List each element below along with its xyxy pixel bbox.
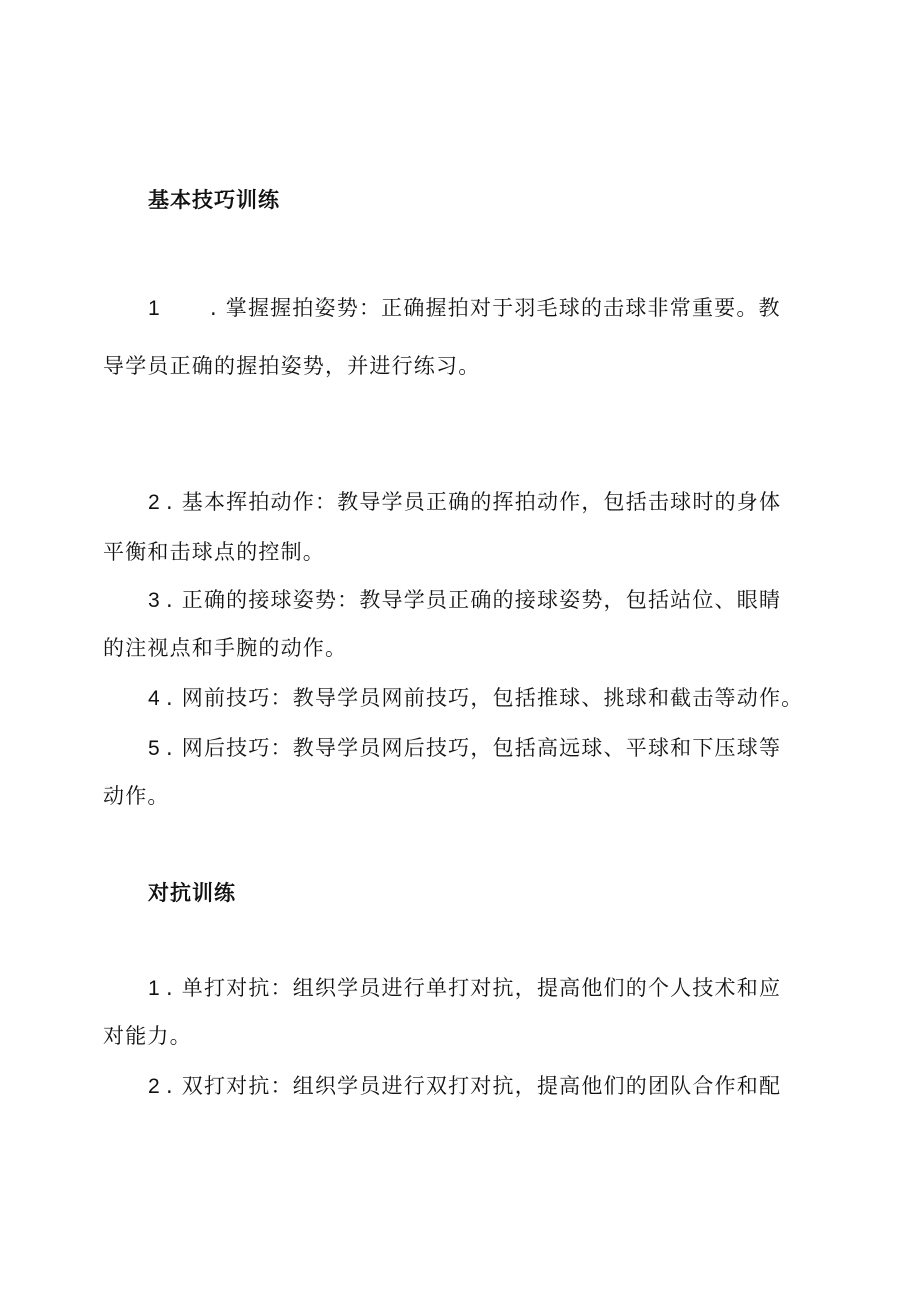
section-heading-competition: 对抗训练 [148,881,236,905]
list-item-text: . 正确的接球姿势：教导学员正确的接球姿势，包括站位、眼睛 [166,588,782,612]
list-item-5-line-1 [148,732,781,762]
list-item-number: 5 [148,737,161,760]
list-item-text: . 单打对抗：组织学员进行单打对抗，提高他们的个人技术和应 [166,976,782,1000]
list-item-number: 1 [148,297,161,320]
list-item-text: . 掌握握拍姿势：正确握拍对于羽毛球的击球非常重要。教 [210,296,781,320]
list-item-number: 4 [148,687,161,710]
list-item-number: 3 [148,589,161,612]
list-item-5-line-2: 动作。 [103,784,170,808]
list-item-s2-2-line-1 [148,1070,781,1100]
list-item-s2-1-line-1 [148,972,781,1002]
list-item-3-line-2: 的注视点和手腕的动作。 [103,636,348,660]
list-item-text: . 网前技巧：教导学员网前技巧，包括推球、挑球和截击等动作。 [166,686,804,710]
list-item-number: 2 [148,491,161,514]
list-item-2-line-1 [148,486,781,516]
list-item-s2-1-line-2: 对能力。 [103,1024,192,1048]
list-item-number: 2 [148,1075,161,1098]
section-heading-basic-skills: 基本技巧训练 [148,188,280,212]
list-item-3-line-1 [148,584,781,614]
list-item-2-line-2: 平衡和击球点的控制。 [103,540,325,564]
list-item-1-line-2: 导学员正确的握拍姿势，并进行练习。 [103,354,481,378]
list-item-text: . 基本挥拍动作：教导学员正确的挥拍动作，包括击球时的身体 [166,490,782,514]
list-item-text: . 双打对抗：组织学员进行双打对抗，提高他们的团队合作和配 [166,1074,782,1098]
list-item-text: . 网后技巧：教导学员网后技巧，包括高远球、平球和下压球等 [166,736,782,760]
list-item-number: 1 [148,977,161,1000]
list-item-1-line-1 [148,292,781,322]
list-item-4-line-1 [148,682,803,712]
